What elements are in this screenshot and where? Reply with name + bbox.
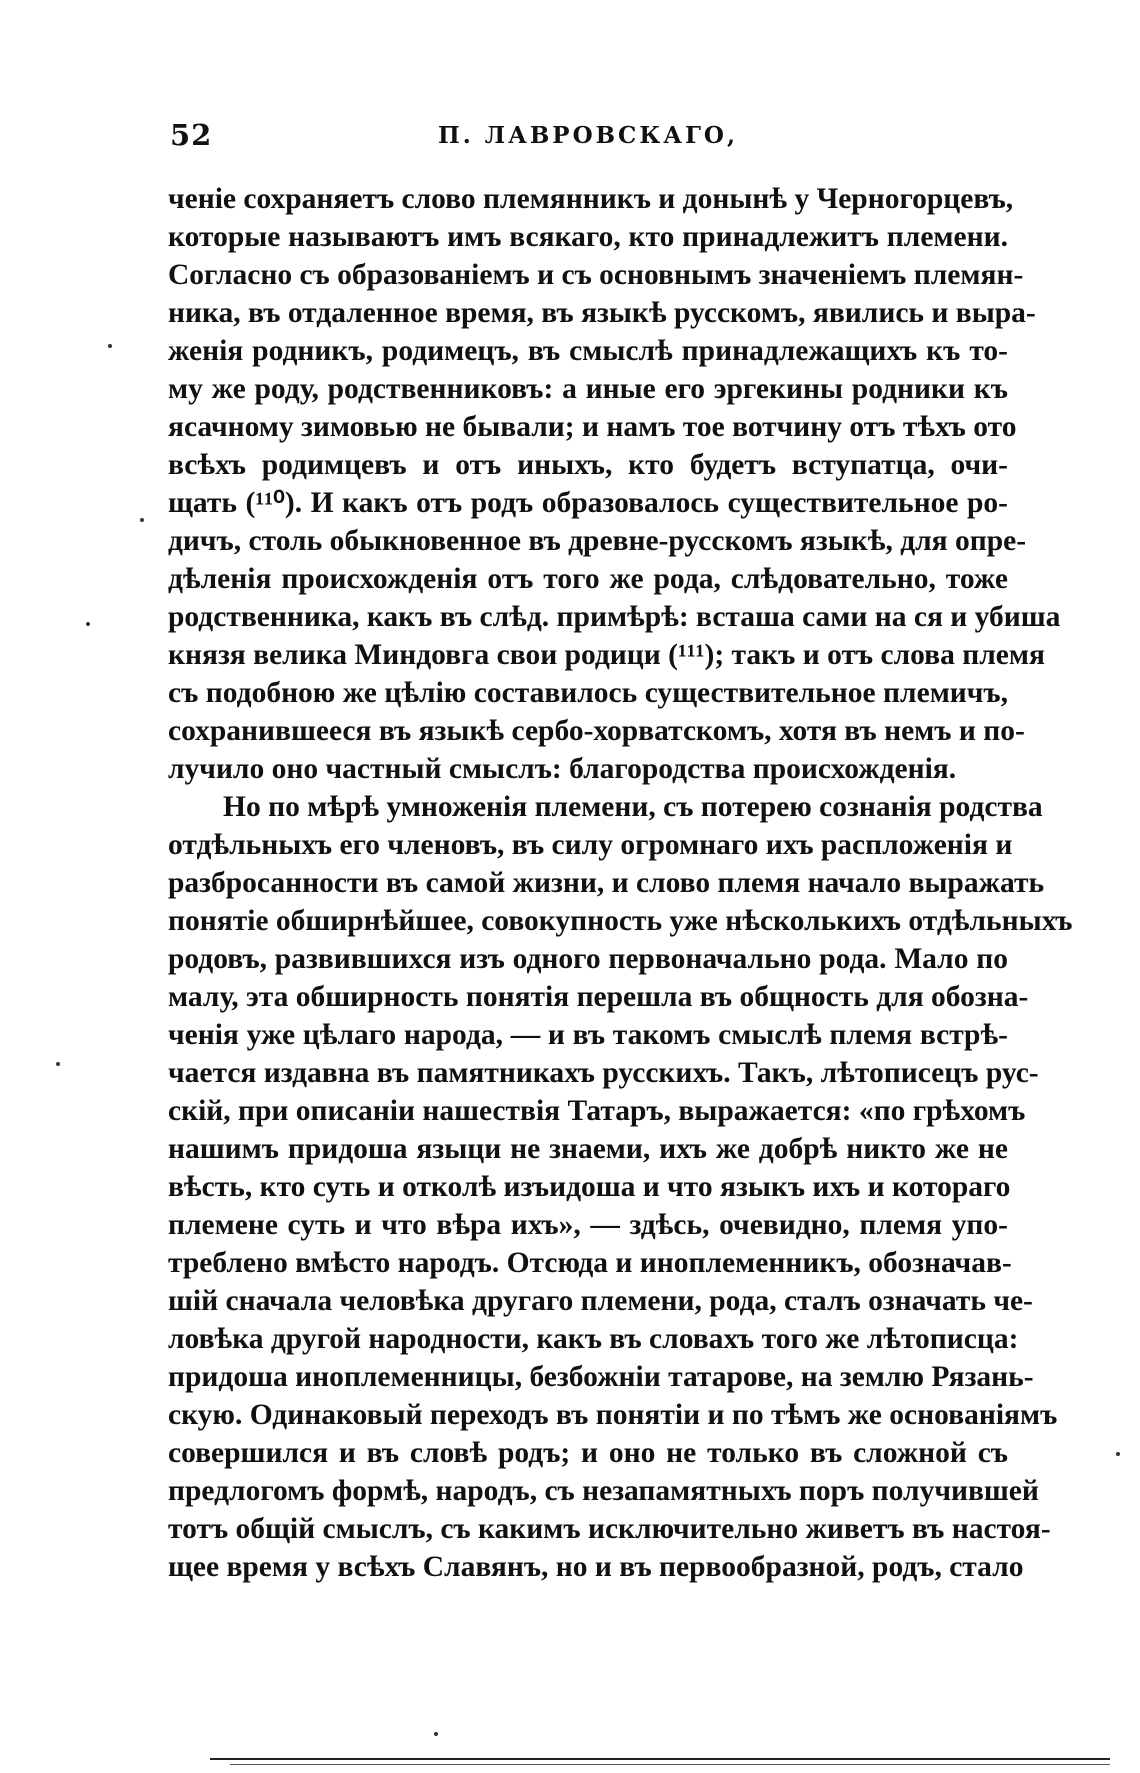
text-line: совершился и въ словѣ родъ; и оно не только въ сложной съ [168,1437,1008,1469]
scan-speck [1116,1452,1120,1456]
text-line: Но по мѣрѣ умноженія племени, съ потерею сознанія родства [223,791,1043,823]
text-line: лучило оно частный смыслъ: благородства происхожденія. [168,753,957,785]
text-line: сохранившееся въ языкѣ сербо-хорватскомъ, хотя въ немъ и по- [168,715,1025,747]
text-line: щать (¹¹⁰). И какъ отъ родъ образовалось существительное ро- [168,487,1008,519]
body-text [168,180,1073,1586]
text-line: скій, при описаніи нашествія Татаръ, выражается: «по грѣхомъ [168,1095,1026,1127]
text-line: вѣсть, кто суть и отколѣ изъидоша и что языкъ ихъ и котораго [168,1171,1011,1203]
scan-speck [56,1062,60,1066]
text-line: тотъ общій смыслъ, съ какимъ исключительно живетъ въ настоя- [168,1513,1051,1545]
text-line: родственника, какъ въ слѣд. примѣрѣ: всташа сами на ся и убиша [168,601,1061,633]
text-line: предлогомъ формѣ, народъ, съ незапамятныхъ поръ получившей [168,1475,1039,1507]
text-line: скую. Одинаковый переходъ въ понятіи и по тѣмъ же основаніямъ [168,1399,1058,1431]
text-line: ника, въ отдаленное время, въ языкѣ русскомъ, явились и выра- [168,297,1036,329]
text-line: Согласно съ образованіемъ и съ основнымъ значеніемъ племян- [168,259,1024,291]
text-line: которые называютъ имъ всякаго, кто принадлежитъ племени. [168,221,1008,253]
text-line: князя велика Миндовга свои родици (¹¹¹); такъ и отъ слова племя [168,639,1045,671]
text-line: нашимъ придоша языци не знаеми, ихъ же добрѣ никто же не [168,1133,1008,1165]
scan-speck [434,1732,438,1736]
scan-speck [140,518,144,522]
text-line: отдѣльныхъ его членовъ, въ силу огромнаго ихъ распложенія и [168,829,1013,861]
text-line: съ подобною же цѣлію составилось существительное племичъ, [168,677,1008,709]
text-line: женія родникъ, родимецъ, въ смыслѣ принадлежащихъ къ то- [168,335,1008,367]
text-line: треблено вмѣсто народъ. Отсюда и иноплеменникъ, обозначав- [168,1247,1012,1279]
text-line: всѣхъ родимцевъ и отъ иныхъ, кто будетъ вступатца, очи- [168,449,1008,481]
bottom-rule-secondary [230,1764,1110,1765]
text-line: понятіе обширнѣйшее, совокупность уже нѣсколькихъ отдѣльныхъ [168,905,1073,937]
text-line: му же роду, родственниковъ: а иные его эргекины родники къ [168,373,1008,405]
text-line: придоша иноплеменницы, безбожніи татарове, на землю Рязань- [168,1361,1034,1393]
text-line: разбросанности въ самой жизни, и слово племя начало выражать [168,867,1045,899]
running-title: П. ЛАВРОВСКАГО, [438,122,738,149]
scan-speck [108,344,112,348]
text-line: ясачному зимовью не бывали; и намъ тое вотчину отъ тѣхъ ото [168,411,1017,443]
page-number: 52 [170,118,213,152]
text-line: чается издавна въ памятникахъ русскихъ. Такъ, лѣтописецъ рус- [168,1057,1039,1089]
text-line: дѣленія происхожденія отъ того же рода, слѣдовательно, тоже [168,563,1008,595]
text-line: дичъ, столь обыкновенное въ древне-русскомъ языкѣ, для опре- [168,525,1027,557]
text-line: ловѣка другой народности, какъ въ словахъ того же лѣтописца: [168,1323,1019,1355]
text-line: ченія уже цѣлаго народа, — и въ такомъ смыслѣ племя встрѣ- [168,1019,1008,1051]
text-line: племене суть и что вѣра ихъ», — здѣсь, очевидно, племя упо- [168,1209,1008,1241]
text-line: родовъ, развившихся изъ одного первоначально рода. Мало по [168,943,1008,975]
text-line: ченіе сохраняетъ слово племянникъ и донынѣ у Черногорцевъ, [168,183,1014,215]
page-header [168,118,1008,162]
scan-speck [86,622,90,626]
text-line: щее время у всѣхъ Славянъ, но и въ первообразной, родъ, стало [168,1551,1024,1583]
bottom-rule [210,1758,1110,1760]
text-line: шій сначала человѣка другаго племени, рода, сталъ означать че- [168,1285,1033,1317]
text-line: малу, эта обширность понятія перешла въ общность для обозна- [168,981,1029,1013]
